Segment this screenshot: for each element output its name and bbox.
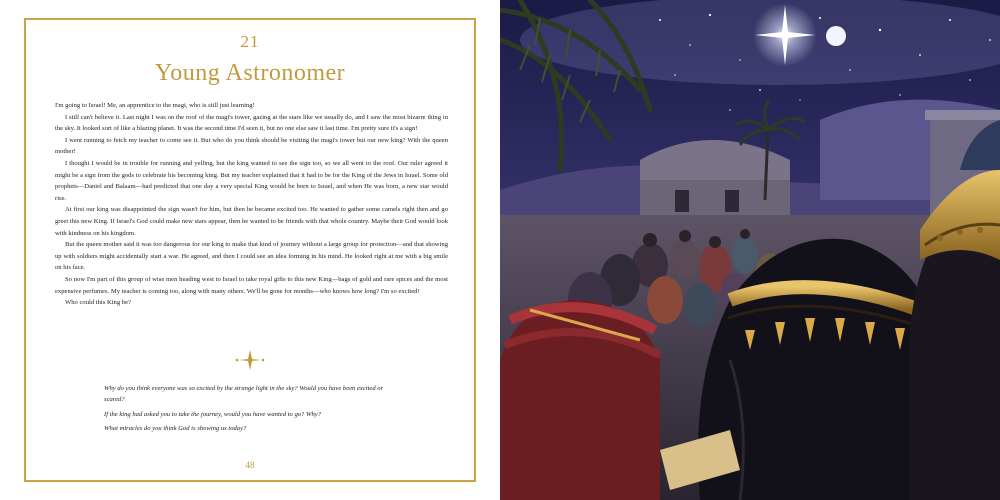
story-paragraph: Who could this King be? — [65, 299, 131, 307]
chapter-title: Young Astronomer — [154, 60, 346, 86]
magi-night-illustration — [500, 0, 1000, 500]
chapter-number: 21 — [240, 32, 260, 51]
story-paragraph: So now I'm part of this group of wise men heading west to Israel to take royal gifts to this new King—bags of gold and rare spices and the most expensive perfumes. My teacher is coming too, along with many others. We'll be gone for months—who knows how long? I'm so excited! — [55, 275, 448, 295]
discussion-questions — [104, 383, 404, 438]
magus-red-turban — [500, 300, 660, 500]
story-paragraph: I'm going to Israel! Me, an apprentice to the magi, who is still just learning! — [55, 102, 255, 109]
question: If the king had asked you to take the journey, would you have wanted to go? Why? — [104, 410, 321, 418]
story-body — [55, 100, 448, 309]
story-paragraph: At first our king was disappointed the sign wasn't for him, but then he became excited too. He wanted to gather some camels right then and go greet this new King. If Israel's God could make new stars appear, then he wanted to be friends with that whole country. Maybe their God would look with kindness on his kingdom. — [55, 206, 448, 237]
question: What miracles do you think God is showing us today? — [104, 425, 247, 433]
story-paragraph: I went running to fetch my teacher to come see it. But who do you think should be visiting the magi's tower but our new king? With the queen mother! — [55, 136, 448, 156]
story-paragraph: I still can't believe it. Last night I was on the roof of the magi's tower, gazing at the stars like we usually do, and I saw the most bizarre thing in the sky. It looked sort of like a blazing planet. It was the second time I'd seen it, but no one else saw it last time. I'm pretty sure it's a sign! — [55, 113, 448, 133]
story-paragraph: But the queen mother said it was too dangerous for our king to make that kind of journey without a large group for protection—and that showing up with soldiers might accidentally start a war. He agreed, and then I could see an idea forming in his mind. He looked right at me with a big smile on his face. — [55, 241, 448, 272]
illustration-scene — [500, 0, 1000, 500]
story-paragraph: I thought I would be in trouble for running and yelling, but the king wanted to see the sign too, so we all went to the roof. Our ruler agreed it might be a sign from the gods to celebrate his becoming king. But my teacher explained that it had to be for the King of the Jews in Israel. Some old prophets—Daniel and Balaam—had predicted that one day a very special King would be born to Israel, and when He was born, a new star would rise. — [55, 159, 448, 202]
page-number: 48 — [245, 460, 255, 470]
star-ornament-icon — [234, 349, 266, 371]
question: Why do you think everyone was so excited by the strange light in the sky? Would you have been excited or scared? — [104, 385, 384, 404]
moon — [826, 26, 846, 46]
